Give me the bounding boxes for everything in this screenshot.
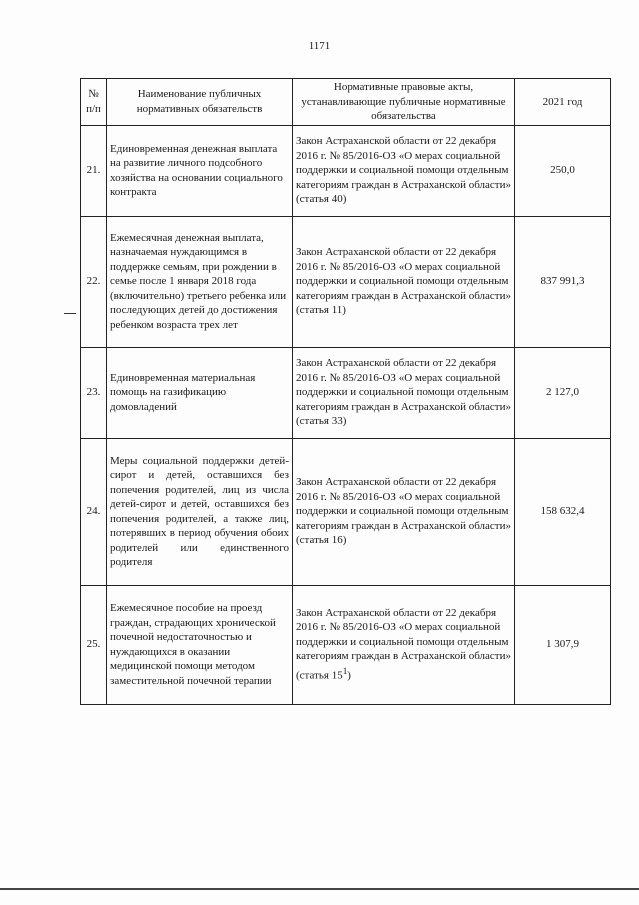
table-row [81,585,611,704]
legal-act-tail: ) [347,669,351,682]
row-number: 23. [81,347,107,438]
table-row [81,216,611,347]
article-superscript: 1 [342,665,348,676]
bottom-rule [0,888,639,890]
table-header-row [81,79,611,126]
legal-act: Закон Астраханской области от 22 декабря 2016 г. № 85/2016-ОЗ «О мерах социальной поддержки и социальной помощи отдельным категориям граждан в Астраханской области» (статья 11) [293,216,515,347]
margin-dash-mark [64,313,76,314]
obligation-name: Ежемесячное пособие на проезд граждан, страдающих хронической почечной недостаточностью и нуждающихся в оказании медицинской помощи методом заместительной почечной терапии [107,585,293,704]
row-number: 22. [81,216,107,347]
page-number: 1171 [308,40,331,52]
header-year-2021: 2021 год [515,79,611,126]
amount-2021: 250,0 [515,125,611,216]
obligation-name: Единовременная материальная помощь на газификацию домовладений [107,347,293,438]
row-number: 25. [81,585,107,704]
legal-act: Закон Астраханской области от 22 декабря 2016 г. № 85/2016-ОЗ «О мерах социальной поддержки и социальной помощи отдельным категориям граждан в Астраханской области» (статья 33) [293,347,515,438]
legal-act: Закон Астраханской области от 22 декабря 2016 г. № 85/2016-ОЗ «О мерах социальной поддержки и социальной помощи отдельным категориям граждан в Астраханской области» (статья 40) [293,125,515,216]
legal-act: Закон Астраханской области от 22 декабря 2016 г. № 85/2016-ОЗ «О мерах социальной поддержки и социальной помощи отдельным категориям граждан в Астраханской области» (статья 16) [293,438,515,585]
obligation-name: Ежемесячная денежная выплата, назначаемая нуждающимся в поддержке семьям, при рождении в семье после 1 января 2018 года (включительно) третьего ребенка или последующих детей до достижения ребенком возраста трех лет [107,216,293,347]
amount-2021: 2 127,0 [515,347,611,438]
obligation-name: Единовременная денежная выплата на развитие личного подсобного хозяйства на основании социального контракта [107,125,293,216]
header-legal-acts: Нормативные правовые акты, устанавливающие публичные нормативные обязательства [293,79,515,126]
obligation-name: Меры социальной поддержки детей-сирот и детей, оставшихся без попечения родителей, лиц из числа детей-сирот и детей, оставшихся без попечения родителей, а также лиц, потерявших в период обучения обоих родителей или единственного родителя [107,438,293,585]
legal-act [293,585,515,704]
header-number: № п/п [81,79,107,126]
amount-2021: 158 632,4 [515,438,611,585]
table-row [81,438,611,585]
amount-2021: 1 307,9 [515,585,611,704]
obligations-table [80,78,611,705]
table-row [81,125,611,216]
amount-2021: 837 991,3 [515,216,611,347]
legal-act-text: Закон Астраханской области от 22 декабря 2016 г. № 85/2016-ОЗ «О мерах социальной поддержки и социальной помощи отдельным категориям граждан в Астраханской области» (статья 15 [296,606,511,682]
header-obligation-name: Наименование публичных нормативных обязательств [107,79,293,126]
row-number: 21. [81,125,107,216]
row-number: 24. [81,438,107,585]
table-row [81,347,611,438]
